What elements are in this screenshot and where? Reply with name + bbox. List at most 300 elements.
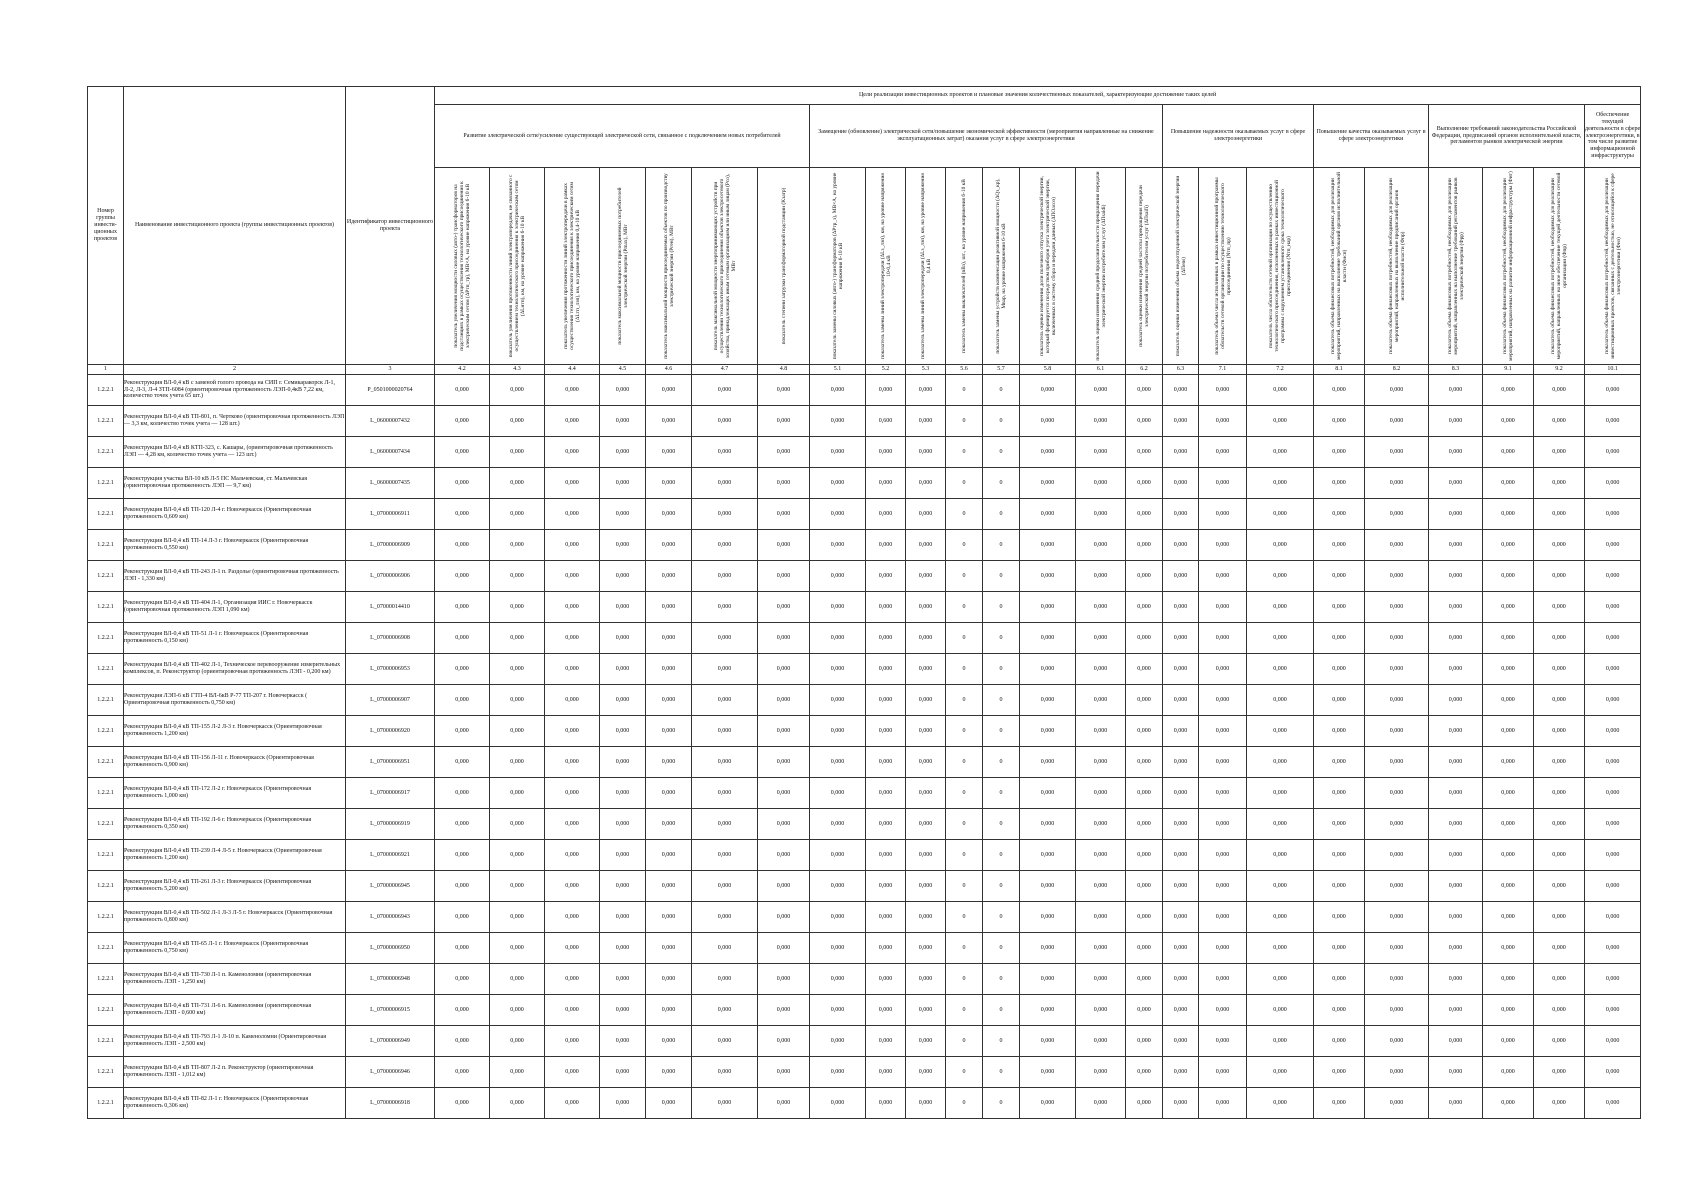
- row-indicator-value: 0,000: [758, 1026, 810, 1057]
- row-indicator-value: 0,000: [758, 561, 810, 592]
- row-indicator-value: 0,000: [692, 530, 758, 561]
- row-indicator-value: 0,000: [435, 530, 490, 561]
- row-indicator-value: 0,000: [435, 654, 490, 685]
- table-row: [88, 778, 1641, 809]
- table-row: [88, 840, 1641, 871]
- column-number: 9.1: [1483, 365, 1534, 375]
- row-indicator-value: 0,000: [1126, 592, 1163, 623]
- row-indicator-value: 0,000: [1247, 1088, 1314, 1119]
- table-row: [88, 623, 1641, 654]
- row-indicator-value: 0,000: [1020, 1026, 1076, 1057]
- row-indicator-value: 0,000: [646, 406, 692, 437]
- row-indicator-value: 0,000: [435, 499, 490, 530]
- row-indicator-value: 0,000: [600, 1088, 646, 1119]
- row-indicator-value: 0,000: [1314, 871, 1365, 902]
- table-row: [88, 716, 1641, 747]
- row-indicator-value: 0,000: [1247, 809, 1314, 840]
- row-indicator-value: 0,000: [1429, 933, 1483, 964]
- column-number: 4.7: [692, 365, 758, 375]
- row-indicator-value: 0,000: [1126, 778, 1163, 809]
- row-indicator-value: 0: [946, 840, 983, 871]
- header-indicator: [946, 168, 983, 365]
- row-indicator-value: 0,000: [1429, 964, 1483, 995]
- row-indicator-value: 0: [946, 778, 983, 809]
- row-indicator-value: 0,000: [1314, 375, 1365, 406]
- row-indicator-value: 0,000: [1585, 871, 1641, 902]
- column-number: 2: [124, 365, 346, 375]
- row-indicator-value: 0,000: [692, 933, 758, 964]
- indicator-label: показатель максимальной мощности присоединяемых объектов по производству электрической энергии (Pген), МВт: [662, 173, 675, 359]
- row-indicator-value: 0,000: [490, 871, 545, 902]
- table-row: [88, 871, 1641, 902]
- row-indicator-value: 0,000: [646, 1026, 692, 1057]
- column-number: 8.2: [1365, 365, 1429, 375]
- row-indicator-value: 0,000: [1314, 902, 1365, 933]
- row-indicator-value: 0,000: [600, 437, 646, 468]
- header-indicator: [600, 168, 646, 365]
- row-indicator-value: 0,000: [545, 1026, 600, 1057]
- row-indicator-value: 0,000: [1314, 809, 1365, 840]
- row-indicator-value: 0,000: [1126, 561, 1163, 592]
- row-indicator-value: 0,000: [906, 406, 946, 437]
- row-indicator-value: 0,000: [906, 685, 946, 716]
- row-indicator-value: 0,000: [1365, 375, 1429, 406]
- row-indicator-value: 0,000: [692, 437, 758, 468]
- row-project-name: Реконструкция ВЛ-0,4 кВ ТП-731 Л-6 п. Каменоломни (ориентировочная протяженность ЛЭП - 0,600 км): [124, 995, 346, 1026]
- row-indicator-value: 0,000: [906, 840, 946, 871]
- header-goal-group: Замещение (обновление) электрической сети/повышение экономической эффективности (мероприятия направленные на снижение эксплуатационных затрат) оказания услуг в сфере электроэнергетики: [810, 105, 1163, 168]
- row-indicator-value: 0,000: [435, 809, 490, 840]
- header-indicator: [810, 168, 866, 365]
- row-indicator-value: 0,000: [866, 902, 906, 933]
- row-indicator-value: 0,000: [866, 375, 906, 406]
- row-indicator-value: 0: [983, 375, 1020, 406]
- row-indicator-value: 0,000: [600, 871, 646, 902]
- row-indicator-value: 0,000: [866, 654, 906, 685]
- row-indicator-value: 0: [983, 995, 1020, 1026]
- row-indicator-value: 0,000: [435, 995, 490, 1026]
- row-indicator-value: 0: [946, 592, 983, 623]
- row-indicator-value: 0,000: [810, 809, 866, 840]
- row-indicator-value: 0,000: [1429, 1026, 1483, 1057]
- row-indicator-value: 0,000: [1247, 1026, 1314, 1057]
- row-indicator-value: 0,000: [1534, 747, 1585, 778]
- row-indicator-value: 0,000: [1365, 1026, 1429, 1057]
- row-indicator-value: 0,000: [1429, 592, 1483, 623]
- row-indicator-value: 0,000: [692, 623, 758, 654]
- column-number: 5.6: [946, 365, 983, 375]
- row-project-id: L_07000006949: [346, 1026, 435, 1057]
- row-indicator-value: 0,000: [1199, 406, 1247, 437]
- row-indicator-value: 0,000: [1314, 561, 1365, 592]
- row-indicator-value: 0,000: [1247, 840, 1314, 871]
- row-project-name: Реконструкция ВЛ-0,4 кВ ТП-730 Л-1 п. Каменоломни (ориентировочная протяженность ЛЭП - 1,250 км): [124, 964, 346, 995]
- row-indicator-value: 0: [946, 561, 983, 592]
- row-indicator-value: 0,000: [1365, 1057, 1429, 1088]
- row-indicator-value: 0,000: [1534, 437, 1585, 468]
- row-indicator-value: 0,000: [1126, 902, 1163, 933]
- row-indicator-value: 0: [983, 871, 1020, 902]
- row-indicator-value: 0,000: [646, 902, 692, 933]
- row-indicator-value: 0,000: [906, 995, 946, 1026]
- row-indicator-value: 0,000: [1429, 561, 1483, 592]
- row-project-id: L_07000014410: [346, 592, 435, 623]
- row-indicator-value: 0,000: [545, 406, 600, 437]
- row-indicator-value: 0,000: [692, 964, 758, 995]
- row-indicator-value: 0,000: [692, 747, 758, 778]
- row-indicator-value: 0,000: [1429, 995, 1483, 1026]
- row-indicator-value: 0,000: [1020, 406, 1076, 437]
- row-indicator-value: 0,000: [1585, 561, 1641, 592]
- row-indicator-value: 0,000: [646, 375, 692, 406]
- row-indicator-value: 0: [946, 499, 983, 530]
- row-indicator-value: 0,000: [435, 375, 490, 406]
- row-indicator-value: 0,000: [692, 1088, 758, 1119]
- row-project-name: Реконструкция ВЛ-0,4 кВ ТП-807 Л-2 п. Реконструктор (ориентировочная протяженность ЛЭП - 1,012 км): [124, 1057, 346, 1088]
- row-indicator-value: 0,000: [545, 530, 600, 561]
- row-indicator-value: 0: [983, 716, 1020, 747]
- row-indicator-value: 0: [983, 933, 1020, 964]
- row-indicator-value: 0,000: [1314, 406, 1365, 437]
- row-indicator-value: 0,000: [692, 561, 758, 592]
- row-project-name: Реконструкция ВЛ-0,4 кВ ТП-156 Л-11 г. Новочеркасск (Ориентировочная протяженность 0,900 км): [124, 747, 346, 778]
- row-indicator-value: 0,000: [490, 530, 545, 561]
- row-indicator-value: 0,000: [1585, 623, 1641, 654]
- row-indicator-value: 0,000: [1020, 592, 1076, 623]
- row-indicator-value: 0,000: [1163, 654, 1199, 685]
- row-indicator-value: 0: [983, 468, 1020, 499]
- row-indicator-value: 0,000: [435, 871, 490, 902]
- row-indicator-value: 0,000: [1314, 685, 1365, 716]
- row-indicator-value: 0,000: [758, 1088, 810, 1119]
- row-group-number: 1.2.2.1: [88, 375, 124, 406]
- row-indicator-value: 0,000: [1020, 685, 1076, 716]
- row-indicator-value: 0,000: [810, 530, 866, 561]
- row-group-number: 1.2.2.1: [88, 871, 124, 902]
- row-indicator-value: 0,000: [1365, 499, 1429, 530]
- row-indicator-value: 0,000: [1585, 995, 1641, 1026]
- indicator-label: показатель замены линий электропередачи (ΔLз_лэп), км, на уровне напряжения 10-0,4 кВ: [879, 173, 892, 359]
- row-indicator-value: 0: [983, 561, 1020, 592]
- row-indicator-value: 0,000: [1076, 623, 1126, 654]
- column-number: 5.8: [1020, 365, 1076, 375]
- row-indicator-value: 0,000: [1314, 840, 1365, 871]
- row-indicator-value: 0,000: [1020, 1057, 1076, 1088]
- row-indicator-value: 0,000: [600, 375, 646, 406]
- row-group-number: 1.2.2.1: [88, 840, 124, 871]
- table-row: [88, 1057, 1641, 1088]
- row-project-id: L_06000007435: [346, 468, 435, 499]
- row-indicator-value: 0,000: [490, 375, 545, 406]
- row-indicator-value: 0,000: [1247, 468, 1314, 499]
- row-indicator-value: 0,000: [490, 685, 545, 716]
- row-group-number: 1.2.2.1: [88, 437, 124, 468]
- row-indicator-value: 0,000: [758, 375, 810, 406]
- row-indicator-value: 0,000: [906, 530, 946, 561]
- header-indicator: [983, 168, 1020, 365]
- column-number-row: [88, 365, 1641, 375]
- row-indicator-value: 0,000: [1076, 995, 1126, 1026]
- row-indicator-value: 0,000: [1247, 995, 1314, 1026]
- row-indicator-value: 0,000: [1020, 964, 1076, 995]
- column-number: 7.2: [1247, 365, 1314, 375]
- row-indicator-value: 0,000: [600, 406, 646, 437]
- row-indicator-value: 0,000: [600, 716, 646, 747]
- header-indicator: [1365, 168, 1429, 365]
- row-project-name: Реконструкция ВЛ-0,4 кВ ТП-155 Л-2 Л-3 г. Новочеркасск (Ориентировочная протяженность 1,200 км): [124, 716, 346, 747]
- row-indicator-value: 0,000: [1199, 1026, 1247, 1057]
- row-indicator-value: 0,000: [1365, 561, 1429, 592]
- row-indicator-value: 0,000: [1199, 530, 1247, 561]
- row-indicator-value: 0,000: [906, 375, 946, 406]
- column-number: 6.1: [1076, 365, 1126, 375]
- header-indicator: [758, 168, 810, 365]
- row-indicator-value: 0,000: [1314, 747, 1365, 778]
- row-indicator-value: 0,000: [1199, 840, 1247, 871]
- row-indicator-value: 0,000: [758, 716, 810, 747]
- row-indicator-value: 0,000: [646, 995, 692, 1026]
- row-indicator-value: 0: [946, 530, 983, 561]
- indicator-label: показатель оценки изменения средней частоты прекращения передачи электрической энергии потребителям услуг (ΔПsaifi): [1137, 185, 1150, 347]
- row-project-id: L_07000006907: [346, 685, 435, 716]
- row-indicator-value: 0,000: [1585, 902, 1641, 933]
- row-indicator-value: 0,000: [1199, 499, 1247, 530]
- row-indicator-value: 0,000: [1076, 375, 1126, 406]
- row-indicator-value: 0,000: [545, 561, 600, 592]
- row-indicator-value: 0,000: [692, 1026, 758, 1057]
- row-indicator-value: 0,000: [1163, 902, 1199, 933]
- row-indicator-value: 0,000: [810, 499, 866, 530]
- row-indicator-value: 0,000: [1199, 902, 1247, 933]
- row-project-id: L_07000006917: [346, 778, 435, 809]
- row-indicator-value: 0,000: [866, 468, 906, 499]
- row-indicator-value: 0,000: [1020, 716, 1076, 747]
- row-indicator-value: 0,000: [758, 964, 810, 995]
- row-indicator-value: 0,000: [1126, 840, 1163, 871]
- row-indicator-value: 0,000: [435, 561, 490, 592]
- row-indicator-value: 0,000: [758, 809, 810, 840]
- row-indicator-value: 0,000: [1585, 685, 1641, 716]
- row-indicator-value: 0,000: [1483, 871, 1534, 902]
- row-indicator-value: 0,000: [490, 964, 545, 995]
- row-indicator-value: 0,000: [1163, 530, 1199, 561]
- row-group-number: 1.2.2.1: [88, 716, 124, 747]
- row-project-id: P_0501000020764: [346, 375, 435, 406]
- row-indicator-value: 0,000: [545, 995, 600, 1026]
- row-project-name: Реконструкция ВЛ-0,4 кВ с заменой голого провода на СИП г. Семикаракорск Л-1, Л-2, Л-3, Л-4 ЗТП-6084 (ориентировочная протяженность ЛЭП-0,4кВ 7,22 км, количество точек учета 65 шт.): [124, 375, 346, 406]
- row-group-number: 1.2.2.1: [88, 468, 124, 499]
- row-indicator-value: 0,000: [906, 716, 946, 747]
- row-indicator-value: 0,000: [1076, 809, 1126, 840]
- row-indicator-value: 0,000: [545, 871, 600, 902]
- row-indicator-value: 0: [983, 623, 1020, 654]
- row-indicator-value: 0,000: [1163, 468, 1199, 499]
- row-indicator-value: 0,000: [490, 840, 545, 871]
- row-indicator-value: 0,000: [1199, 561, 1247, 592]
- row-indicator-value: 0,000: [866, 1026, 906, 1057]
- row-indicator-value: 0,000: [646, 871, 692, 902]
- row-indicator-value: 0,000: [758, 685, 810, 716]
- row-indicator-value: 0,000: [490, 468, 545, 499]
- row-indicator-value: 0,000: [646, 778, 692, 809]
- row-indicator-value: 0,000: [1429, 716, 1483, 747]
- row-indicator-value: 0,000: [1365, 933, 1429, 964]
- table-row: [88, 468, 1641, 499]
- row-indicator-value: 0,000: [1534, 778, 1585, 809]
- row-indicator-value: 0,000: [435, 1088, 490, 1119]
- row-project-name: Реконструкция ВЛ-0,4 кВ ТП-82 Л-1 г. Новочеркасск (Ориентировочная протяженность 0,306 км): [124, 1088, 346, 1119]
- row-indicator-value: 0,000: [1314, 1088, 1365, 1119]
- row-indicator-value: 0,000: [1199, 468, 1247, 499]
- row-indicator-value: 0,000: [646, 840, 692, 871]
- row-project-id: L_07000006946: [346, 1057, 435, 1088]
- table-row: [88, 561, 1641, 592]
- row-indicator-value: 0,000: [1076, 964, 1126, 995]
- row-indicator-value: 0,000: [646, 623, 692, 654]
- row-indicator-value: 0,000: [866, 685, 906, 716]
- column-number: 3: [346, 365, 435, 375]
- row-indicator-value: 0,000: [1314, 964, 1365, 995]
- row-indicator-value: 0,000: [435, 437, 490, 468]
- row-indicator-value: 0,000: [545, 1057, 600, 1088]
- row-indicator-value: 0,000: [1314, 592, 1365, 623]
- row-indicator-value: 0,000: [600, 840, 646, 871]
- row-group-number: 1.2.2.1: [88, 1057, 124, 1088]
- row-project-id: L_07000006948: [346, 964, 435, 995]
- row-group-number: 1.2.2.1: [88, 623, 124, 654]
- row-indicator-value: 0,000: [1314, 623, 1365, 654]
- row-indicator-value: 0,000: [490, 809, 545, 840]
- row-indicator-value: 0,000: [1585, 468, 1641, 499]
- row-indicator-value: 0,000: [1126, 437, 1163, 468]
- row-group-number: 1.2.2.1: [88, 561, 124, 592]
- row-indicator-value: 0,000: [810, 716, 866, 747]
- row-indicator-value: 0,000: [545, 778, 600, 809]
- row-indicator-value: 0,000: [646, 468, 692, 499]
- row-indicator-value: 0,000: [1126, 1026, 1163, 1057]
- indicator-label: показатель увеличения протяженности линий электропередачи в рамках осуществления технологического присоединения к электрическим сетям (ΔLтп_лэп), км, на уровне напряжения 0,4-10 кВ: [562, 182, 582, 350]
- row-indicator-value: 0,000: [1163, 840, 1199, 871]
- header-indicator: [692, 168, 758, 365]
- indicator-label: показатель оценки изменения доли полезного отпуска электрической энергии, который формируется посредством приборов учета электрической энергии, включенных в систему сбора и передачи данных (ΔПОасоэ): [1038, 176, 1057, 356]
- column-number: 4.4: [545, 365, 600, 375]
- row-indicator-value: 0,000: [1429, 437, 1483, 468]
- row-indicator-value: 0: [946, 902, 983, 933]
- row-indicator-value: 0,000: [490, 437, 545, 468]
- column-number: 5.3: [906, 365, 946, 375]
- row-indicator-value: 0,000: [1314, 530, 1365, 561]
- row-indicator-value: 0,000: [490, 778, 545, 809]
- row-indicator-value: 0,000: [1534, 561, 1585, 592]
- row-indicator-value: 0,000: [545, 902, 600, 933]
- table-row: [88, 933, 1641, 964]
- row-indicator-value: 0,000: [810, 747, 866, 778]
- row-indicator-value: 0,000: [1163, 561, 1199, 592]
- row-indicator-value: 0,000: [1429, 840, 1483, 871]
- row-indicator-value: 0,000: [692, 995, 758, 1026]
- row-indicator-value: 0,000: [1126, 468, 1163, 499]
- row-indicator-value: 0,000: [1163, 406, 1199, 437]
- row-indicator-value: 0,000: [1585, 375, 1641, 406]
- row-indicator-value: 0,000: [1534, 1026, 1585, 1057]
- row-indicator-value: 0,000: [545, 809, 600, 840]
- header-row-title: [88, 87, 1641, 105]
- row-indicator-value: 0,000: [1314, 468, 1365, 499]
- row-indicator-value: 0,000: [545, 375, 600, 406]
- row-indicator-value: 0,000: [1076, 499, 1126, 530]
- row-indicator-value: 0,000: [435, 902, 490, 933]
- row-indicator-value: 0,000: [545, 499, 600, 530]
- row-indicator-value: 0,000: [1365, 716, 1429, 747]
- row-indicator-value: 0,000: [1126, 1057, 1163, 1088]
- header-indicator: [1163, 168, 1199, 365]
- indicator-label: показатель объема финансовых потребностей, необходимых для реализации мероприятий, направленных на выполнение требований органов исполнительной власти (Фисп): [1329, 172, 1349, 360]
- row-indicator-value: 0,000: [1365, 406, 1429, 437]
- row-group-number: 1.2.2.1: [88, 778, 124, 809]
- row-indicator-value: 0: [946, 716, 983, 747]
- row-project-id: L_07000006918: [346, 1088, 435, 1119]
- table-row: [88, 1026, 1641, 1057]
- column-number: 4.5: [600, 365, 646, 375]
- row-indicator-value: 0,000: [810, 685, 866, 716]
- row-indicator-value: 0,000: [1076, 840, 1126, 871]
- row-indicator-value: 0,000: [1199, 964, 1247, 995]
- row-indicator-value: 0,000: [906, 1057, 946, 1088]
- row-indicator-value: 0,000: [1020, 747, 1076, 778]
- row-indicator-value: 0,000: [810, 995, 866, 1026]
- row-indicator-value: 0,000: [545, 592, 600, 623]
- row-indicator-value: 0,000: [1126, 499, 1163, 530]
- row-indicator-value: 0,000: [1314, 1057, 1365, 1088]
- row-indicator-value: 0: [946, 747, 983, 778]
- row-project-id: L_07000006953: [346, 654, 435, 685]
- row-indicator-value: 0,000: [435, 933, 490, 964]
- row-indicator-value: 0,000: [810, 623, 866, 654]
- row-indicator-value: 0,000: [490, 1088, 545, 1119]
- row-indicator-value: 0,000: [600, 809, 646, 840]
- row-indicator-value: 0,000: [435, 685, 490, 716]
- row-indicator-value: 0,000: [1163, 995, 1199, 1026]
- row-indicator-value: 0,000: [810, 840, 866, 871]
- row-indicator-value: 0,000: [810, 654, 866, 685]
- row-indicator-value: 0,000: [600, 778, 646, 809]
- row-indicator-value: 0,000: [906, 902, 946, 933]
- row-indicator-value: 0,000: [692, 902, 758, 933]
- table-row: [88, 964, 1641, 995]
- indicator-label: показатель замены линий электропередачи (ΔLз_лэп), км, на уровне напряжения 0,4 кВ: [919, 173, 932, 359]
- row-indicator-value: 0,000: [906, 871, 946, 902]
- row-project-name: Реконструкция ВЛ-0,4 кВ ТП-192 Л-6 г. Новочеркасск (Ориентировочная протяженность 0,350 км): [124, 809, 346, 840]
- row-indicator-value: 0,000: [1076, 902, 1126, 933]
- row-indicator-value: 0,000: [1585, 778, 1641, 809]
- row-indicator-value: 0,000: [1365, 964, 1429, 995]
- row-indicator-value: 0,000: [1365, 809, 1429, 840]
- row-project-id: L_07000006915: [346, 995, 435, 1026]
- row-indicator-value: 0,000: [646, 685, 692, 716]
- investment-indicators-table: [87, 86, 1641, 1119]
- row-indicator-value: 0,000: [1199, 437, 1247, 468]
- header-indicator: [1076, 168, 1126, 365]
- row-indicator-value: 0,000: [758, 654, 810, 685]
- row-project-name: Реконструкция ВЛ-0,4 кВ ТП-801, п. Чертково (ориентировочная протяженность ЛЭП — 3,3 км, количество точек учета — 128 шт.): [124, 406, 346, 437]
- row-project-name: Реконструкция ВЛ-0,4 кВ ТП-120 Л-4 г. Новочеркасск (Ориентировочная протяженность 0,609 км): [124, 499, 346, 530]
- row-indicator-value: 0: [983, 1088, 1020, 1119]
- header-goal-group: Выполнение требований законодательства Российской Федерации, предписаний органов исполнительной власти, регламентов рынков электрической энергии: [1429, 105, 1585, 168]
- row-indicator-value: 0,000: [1483, 964, 1534, 995]
- row-indicator-value: 0,000: [1534, 406, 1585, 437]
- indicator-label: показатель замены силовых (авто-) трансформаторов (ΔPтр_з), МВ×А, на уровне напряжения 6-10 кВ: [831, 172, 844, 360]
- row-indicator-value: 0,000: [490, 995, 545, 1026]
